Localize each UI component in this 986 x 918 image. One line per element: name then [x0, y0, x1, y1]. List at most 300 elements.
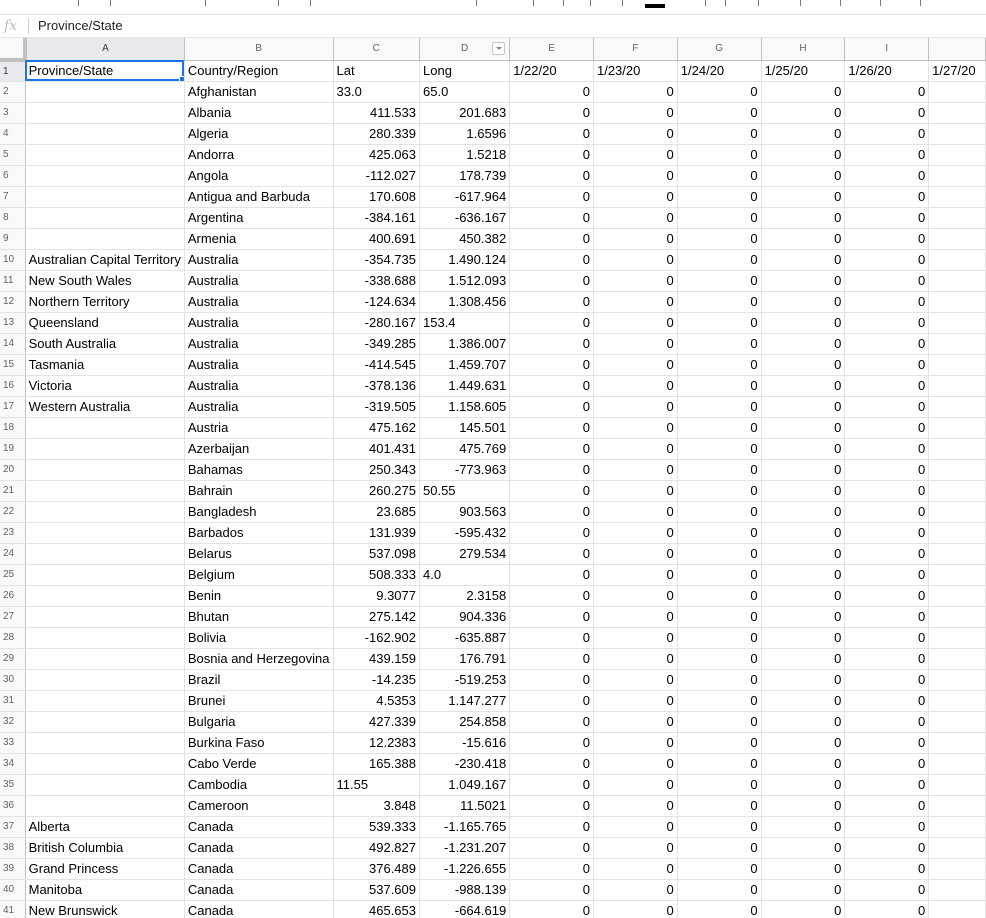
toolbar-button-edge[interactable]	[563, 0, 564, 6]
date-value-cell[interactable]	[929, 312, 986, 333]
date-value-cell[interactable]: 0	[677, 585, 761, 606]
row-header[interactable]: 9	[0, 228, 25, 249]
country-cell[interactable]: Canada	[184, 879, 333, 900]
date-value-cell[interactable]	[929, 585, 986, 606]
column-header-next[interactable]	[929, 38, 986, 60]
row-header[interactable]: 37	[0, 816, 25, 837]
date-value-cell[interactable]: 0	[510, 669, 594, 690]
date-value-cell[interactable]: 0	[761, 816, 845, 837]
country-cell[interactable]: Bahrain	[184, 480, 333, 501]
date-value-cell[interactable]: 0	[510, 711, 594, 732]
date-value-cell[interactable]: 0	[677, 480, 761, 501]
lat-cell[interactable]: 33.0	[333, 81, 420, 102]
date-value-cell[interactable]: 0	[761, 480, 845, 501]
province-cell[interactable]	[25, 123, 184, 144]
province-cell[interactable]	[25, 144, 184, 165]
date-value-cell[interactable]: 0	[510, 501, 594, 522]
province-cell[interactable]: Western Australia	[25, 396, 184, 417]
date-value-cell[interactable]: 0	[677, 753, 761, 774]
date-value-cell[interactable]: 0	[510, 816, 594, 837]
long-cell[interactable]: 50.55	[420, 480, 510, 501]
date-value-cell[interactable]: 0	[593, 900, 677, 918]
row-header[interactable]: 36	[0, 795, 25, 816]
date-value-cell[interactable]: 0	[510, 795, 594, 816]
row-header[interactable]: 40	[0, 879, 25, 900]
date-value-cell[interactable]: 0	[510, 837, 594, 858]
date-value-cell[interactable]: 0	[510, 522, 594, 543]
date-value-cell[interactable]: 0	[593, 543, 677, 564]
country-cell[interactable]: Brazil	[184, 669, 333, 690]
province-cell[interactable]: British Columbia	[25, 837, 184, 858]
header-cell[interactable]: Lat	[333, 60, 420, 81]
date-value-cell[interactable]: 0	[593, 270, 677, 291]
date-value-cell[interactable]: 0	[593, 438, 677, 459]
long-cell[interactable]: -519.253	[420, 669, 510, 690]
active-cell[interactable]: Province/State	[25, 60, 184, 81]
date-value-cell[interactable]: 0	[677, 186, 761, 207]
header-cell[interactable]: 1/24/20	[677, 60, 761, 81]
province-cell[interactable]	[25, 711, 184, 732]
date-value-cell[interactable]: 0	[677, 858, 761, 879]
lat-cell[interactable]: -414.545	[333, 354, 420, 375]
province-cell[interactable]: Queensland	[25, 312, 184, 333]
column-header-h[interactable]: H	[761, 38, 845, 60]
date-value-cell[interactable]: 0	[845, 291, 929, 312]
fill-handle[interactable]	[179, 76, 185, 82]
country-cell[interactable]: Australia	[184, 312, 333, 333]
country-cell[interactable]: Australia	[184, 249, 333, 270]
date-value-cell[interactable]: 0	[593, 795, 677, 816]
lat-cell[interactable]: -112.027	[333, 165, 420, 186]
date-value-cell[interactable]	[929, 522, 986, 543]
province-cell[interactable]: New Brunswick	[25, 900, 184, 918]
date-value-cell[interactable]	[929, 711, 986, 732]
lat-cell[interactable]: 539.333	[333, 816, 420, 837]
province-cell[interactable]	[25, 795, 184, 816]
date-value-cell[interactable]: 0	[593, 522, 677, 543]
date-value-cell[interactable]: 0	[593, 144, 677, 165]
province-cell[interactable]: New South Wales	[25, 270, 184, 291]
date-value-cell[interactable]: 0	[845, 669, 929, 690]
date-value-cell[interactable]: 0	[761, 669, 845, 690]
date-value-cell[interactable]: 0	[510, 690, 594, 711]
text-color-swatch[interactable]	[645, 4, 665, 8]
lat-cell[interactable]: 275.142	[333, 606, 420, 627]
province-cell[interactable]	[25, 669, 184, 690]
date-value-cell[interactable]: 0	[845, 900, 929, 918]
lat-cell[interactable]: -338.688	[333, 270, 420, 291]
date-value-cell[interactable]: 0	[845, 732, 929, 753]
date-value-cell[interactable]: 0	[761, 102, 845, 123]
lat-cell[interactable]: -14.235	[333, 669, 420, 690]
date-value-cell[interactable]: 0	[510, 459, 594, 480]
date-value-cell[interactable]: 0	[845, 774, 929, 795]
date-value-cell[interactable]: 0	[593, 837, 677, 858]
date-value-cell[interactable]: 0	[510, 354, 594, 375]
date-value-cell[interactable]: 0	[677, 627, 761, 648]
date-value-cell[interactable]	[929, 165, 986, 186]
date-value-cell[interactable]: 0	[593, 228, 677, 249]
date-value-cell[interactable]: 0	[761, 690, 845, 711]
date-value-cell[interactable]: 0	[761, 207, 845, 228]
row-header[interactable]: 18	[0, 417, 25, 438]
date-value-cell[interactable]: 0	[677, 774, 761, 795]
date-value-cell[interactable]	[929, 480, 986, 501]
province-cell[interactable]	[25, 732, 184, 753]
lat-cell[interactable]: 425.063	[333, 144, 420, 165]
country-cell[interactable]: Armenia	[184, 228, 333, 249]
country-cell[interactable]: Australia	[184, 354, 333, 375]
date-value-cell[interactable]: 0	[510, 732, 594, 753]
row-header[interactable]: 1	[0, 60, 25, 81]
lat-cell[interactable]: -162.902	[333, 627, 420, 648]
long-cell[interactable]: 1.049.167	[420, 774, 510, 795]
column-header-d[interactable]: D	[420, 38, 510, 60]
row-header[interactable]: 28	[0, 627, 25, 648]
lat-cell[interactable]: -280.167	[333, 312, 420, 333]
date-value-cell[interactable]: 0	[677, 102, 761, 123]
date-value-cell[interactable]: 0	[677, 396, 761, 417]
country-cell[interactable]: Argentina	[184, 207, 333, 228]
country-cell[interactable]: Canada	[184, 837, 333, 858]
date-value-cell[interactable]	[929, 291, 986, 312]
date-value-cell[interactable]: 0	[593, 165, 677, 186]
date-value-cell[interactable]: 0	[845, 333, 929, 354]
toolbar-button-edge[interactable]	[205, 0, 206, 6]
province-cell[interactable]	[25, 648, 184, 669]
date-value-cell[interactable]: 0	[761, 837, 845, 858]
long-cell[interactable]: 279.534	[420, 543, 510, 564]
country-cell[interactable]: Cambodia	[184, 774, 333, 795]
date-value-cell[interactable]: 0	[845, 585, 929, 606]
country-cell[interactable]: Australia	[184, 291, 333, 312]
date-value-cell[interactable]: 0	[510, 270, 594, 291]
date-value-cell[interactable]: 0	[677, 354, 761, 375]
province-cell[interactable]	[25, 501, 184, 522]
date-value-cell[interactable]: 0	[845, 543, 929, 564]
lat-cell[interactable]: 475.162	[333, 417, 420, 438]
lat-cell[interactable]: 400.691	[333, 228, 420, 249]
lat-cell[interactable]: 250.343	[333, 459, 420, 480]
date-value-cell[interactable]	[929, 606, 986, 627]
long-cell[interactable]: 153.4	[420, 312, 510, 333]
date-value-cell[interactable]: 0	[510, 627, 594, 648]
date-value-cell[interactable]	[929, 207, 986, 228]
date-value-cell[interactable]: 0	[510, 228, 594, 249]
date-value-cell[interactable]: 0	[677, 270, 761, 291]
date-value-cell[interactable]: 0	[510, 438, 594, 459]
province-cell[interactable]: Alberta	[25, 816, 184, 837]
province-cell[interactable]	[25, 522, 184, 543]
date-value-cell[interactable]: 0	[677, 291, 761, 312]
province-cell[interactable]	[25, 564, 184, 585]
date-value-cell[interactable]: 0	[677, 375, 761, 396]
date-value-cell[interactable]: 0	[593, 459, 677, 480]
lat-cell[interactable]: 4.5353	[333, 690, 420, 711]
date-value-cell[interactable]: 0	[845, 795, 929, 816]
lat-cell[interactable]: 165.388	[333, 753, 420, 774]
date-value-cell[interactable]: 0	[510, 249, 594, 270]
date-value-cell[interactable]	[929, 81, 986, 102]
long-cell[interactable]: 1.449.631	[420, 375, 510, 396]
toolbar-button-edge[interactable]	[705, 0, 706, 6]
lat-cell[interactable]: 23.685	[333, 501, 420, 522]
row-header[interactable]: 10	[0, 249, 25, 270]
toolbar-button-edge[interactable]	[622, 0, 623, 6]
date-value-cell[interactable]: 0	[510, 81, 594, 102]
date-value-cell[interactable]: 0	[761, 543, 845, 564]
date-value-cell[interactable]: 0	[761, 333, 845, 354]
column-header-b[interactable]: B	[184, 38, 333, 60]
row-header[interactable]: 31	[0, 690, 25, 711]
long-cell[interactable]: -1.231.207	[420, 837, 510, 858]
date-value-cell[interactable]: 0	[761, 795, 845, 816]
country-cell[interactable]: Australia	[184, 270, 333, 291]
lat-cell[interactable]: 3.848	[333, 795, 420, 816]
lat-cell[interactable]: 170.608	[333, 186, 420, 207]
date-value-cell[interactable]: 0	[593, 585, 677, 606]
date-value-cell[interactable]	[929, 375, 986, 396]
row-header[interactable]: 24	[0, 543, 25, 564]
country-cell[interactable]: Bahamas	[184, 459, 333, 480]
toolbar-button-edge[interactable]	[110, 0, 111, 6]
column-header-i[interactable]: I	[845, 38, 929, 60]
date-value-cell[interactable]: 0	[510, 375, 594, 396]
date-value-cell[interactable]: 0	[845, 249, 929, 270]
date-value-cell[interactable]: 0	[677, 207, 761, 228]
date-value-cell[interactable]	[929, 459, 986, 480]
long-cell[interactable]: 176.791	[420, 648, 510, 669]
long-cell[interactable]: 254.858	[420, 711, 510, 732]
toolbar-button-edge[interactable]	[920, 0, 921, 6]
toolbar-button-edge[interactable]	[476, 0, 477, 6]
long-cell[interactable]: -664.619	[420, 900, 510, 918]
date-value-cell[interactable]: 0	[510, 900, 594, 918]
lat-cell[interactable]: -378.136	[333, 375, 420, 396]
date-value-cell[interactable]: 0	[593, 81, 677, 102]
date-value-cell[interactable]: 0	[761, 354, 845, 375]
country-cell[interactable]: Albania	[184, 102, 333, 123]
column-header-e[interactable]: E	[510, 38, 594, 60]
date-value-cell[interactable]	[929, 795, 986, 816]
country-cell[interactable]: Australia	[184, 375, 333, 396]
header-cell[interactable]: 1/22/20	[510, 60, 594, 81]
country-cell[interactable]: Bhutan	[184, 606, 333, 627]
country-cell[interactable]: Azerbaijan	[184, 438, 333, 459]
date-value-cell[interactable]	[929, 228, 986, 249]
date-value-cell[interactable]	[929, 396, 986, 417]
long-cell[interactable]: 65.0	[420, 81, 510, 102]
lat-cell[interactable]: 411.533	[333, 102, 420, 123]
date-value-cell[interactable]: 0	[761, 228, 845, 249]
long-cell[interactable]: -15.616	[420, 732, 510, 753]
date-value-cell[interactable]: 0	[593, 291, 677, 312]
date-value-cell[interactable]: 0	[593, 711, 677, 732]
date-value-cell[interactable]: 0	[845, 459, 929, 480]
date-value-cell[interactable]: 0	[593, 858, 677, 879]
date-value-cell[interactable]: 0	[677, 690, 761, 711]
date-value-cell[interactable]: 0	[510, 564, 594, 585]
long-cell[interactable]: 1.490.124	[420, 249, 510, 270]
date-value-cell[interactable]: 0	[510, 396, 594, 417]
country-cell[interactable]: Belarus	[184, 543, 333, 564]
date-value-cell[interactable]: 0	[845, 753, 929, 774]
date-value-cell[interactable]: 0	[677, 795, 761, 816]
row-header[interactable]: 22	[0, 501, 25, 522]
row-header[interactable]: 5	[0, 144, 25, 165]
date-value-cell[interactable]: 0	[677, 459, 761, 480]
long-cell[interactable]: 145.501	[420, 417, 510, 438]
date-value-cell[interactable]: 0	[761, 711, 845, 732]
date-value-cell[interactable]: 0	[761, 249, 845, 270]
date-value-cell[interactable]: 0	[677, 438, 761, 459]
date-value-cell[interactable]: 0	[761, 627, 845, 648]
lat-cell[interactable]: 537.098	[333, 543, 420, 564]
row-header[interactable]: 2	[0, 81, 25, 102]
date-value-cell[interactable]: 0	[677, 249, 761, 270]
province-cell[interactable]	[25, 585, 184, 606]
province-cell[interactable]: Australian Capital Territory	[25, 249, 184, 270]
date-value-cell[interactable]: 0	[845, 228, 929, 249]
header-cell[interactable]: 1/23/20	[593, 60, 677, 81]
date-value-cell[interactable]: 0	[510, 606, 594, 627]
header-cell[interactable]: 1/26/20	[845, 60, 929, 81]
date-value-cell[interactable]: 0	[510, 144, 594, 165]
row-header[interactable]: 14	[0, 333, 25, 354]
province-cell[interactable]: Northern Territory	[25, 291, 184, 312]
date-value-cell[interactable]: 0	[761, 459, 845, 480]
province-cell[interactable]: Grand Princess	[25, 858, 184, 879]
lat-cell[interactable]: 439.159	[333, 648, 420, 669]
lat-cell[interactable]: 537.609	[333, 879, 420, 900]
date-value-cell[interactable]: 0	[677, 522, 761, 543]
column-header-c[interactable]: C	[333, 38, 420, 60]
date-value-cell[interactable]: 0	[593, 753, 677, 774]
date-value-cell[interactable]: 0	[761, 186, 845, 207]
date-value-cell[interactable]: 0	[761, 270, 845, 291]
province-cell[interactable]	[25, 186, 184, 207]
province-cell[interactable]: Manitoba	[25, 879, 184, 900]
province-cell[interactable]	[25, 480, 184, 501]
toolbar-button-edge[interactable]	[78, 0, 79, 6]
date-value-cell[interactable]: 0	[593, 690, 677, 711]
toolbar-button-edge[interactable]	[533, 0, 534, 6]
date-value-cell[interactable]: 0	[677, 333, 761, 354]
date-value-cell[interactable]: 0	[677, 816, 761, 837]
date-value-cell[interactable]: 0	[510, 417, 594, 438]
row-header[interactable]: 25	[0, 564, 25, 585]
country-cell[interactable]: Cabo Verde	[184, 753, 333, 774]
date-value-cell[interactable]: 0	[677, 417, 761, 438]
lat-cell[interactable]: 508.333	[333, 564, 420, 585]
date-value-cell[interactable]: 0	[845, 417, 929, 438]
row-header[interactable]: 4	[0, 123, 25, 144]
date-value-cell[interactable]: 0	[510, 165, 594, 186]
row-header[interactable]: 34	[0, 753, 25, 774]
country-cell[interactable]: Canada	[184, 900, 333, 918]
date-value-cell[interactable]: 0	[761, 396, 845, 417]
date-value-cell[interactable]: 0	[845, 270, 929, 291]
row-header[interactable]: 16	[0, 375, 25, 396]
toolbar-button-edge[interactable]	[310, 0, 311, 6]
date-value-cell[interactable]: 0	[593, 207, 677, 228]
long-cell[interactable]: -1.165.765	[420, 816, 510, 837]
country-cell[interactable]: Afghanistan	[184, 81, 333, 102]
date-value-cell[interactable]: 0	[677, 732, 761, 753]
date-value-cell[interactable]: 0	[845, 123, 929, 144]
date-value-cell[interactable]: 0	[510, 585, 594, 606]
long-cell[interactable]: 1.158.605	[420, 396, 510, 417]
date-value-cell[interactable]: 0	[845, 144, 929, 165]
lat-cell[interactable]: 9.3077	[333, 585, 420, 606]
date-value-cell[interactable]: 0	[761, 900, 845, 918]
date-value-cell[interactable]: 0	[845, 858, 929, 879]
date-value-cell[interactable]: 0	[845, 648, 929, 669]
date-value-cell[interactable]: 0	[510, 207, 594, 228]
date-value-cell[interactable]: 0	[510, 312, 594, 333]
row-header[interactable]: 21	[0, 480, 25, 501]
country-cell[interactable]: Australia	[184, 333, 333, 354]
country-cell[interactable]: Canada	[184, 816, 333, 837]
province-cell[interactable]	[25, 543, 184, 564]
country-cell[interactable]: Angola	[184, 165, 333, 186]
header-cell[interactable]: 1/27/20	[929, 60, 986, 81]
date-value-cell[interactable]: 0	[677, 144, 761, 165]
province-cell[interactable]	[25, 207, 184, 228]
row-header[interactable]: 38	[0, 837, 25, 858]
date-value-cell[interactable]	[929, 669, 986, 690]
lat-cell[interactable]: 401.431	[333, 438, 420, 459]
date-value-cell[interactable]	[929, 270, 986, 291]
country-cell[interactable]: Burkina Faso	[184, 732, 333, 753]
row-header[interactable]: 30	[0, 669, 25, 690]
date-value-cell[interactable]: 0	[677, 900, 761, 918]
date-value-cell[interactable]: 0	[510, 648, 594, 669]
date-value-cell[interactable]: 0	[845, 501, 929, 522]
date-value-cell[interactable]: 0	[845, 627, 929, 648]
date-value-cell[interactable]: 0	[845, 480, 929, 501]
row-header[interactable]: 6	[0, 165, 25, 186]
date-value-cell[interactable]: 0	[761, 753, 845, 774]
date-value-cell[interactable]: 0	[593, 417, 677, 438]
row-header[interactable]: 41	[0, 900, 25, 918]
date-value-cell[interactable]	[929, 417, 986, 438]
header-cell[interactable]: Long	[420, 60, 510, 81]
date-value-cell[interactable]: 0	[845, 165, 929, 186]
date-value-cell[interactable]: 0	[677, 543, 761, 564]
date-value-cell[interactable]: 0	[593, 354, 677, 375]
province-cell[interactable]: South Australia	[25, 333, 184, 354]
row-header[interactable]: 7	[0, 186, 25, 207]
date-value-cell[interactable]: 0	[593, 333, 677, 354]
column-header-f[interactable]: F	[593, 38, 677, 60]
long-cell[interactable]: -1.226.655	[420, 858, 510, 879]
date-value-cell[interactable]	[929, 753, 986, 774]
date-value-cell[interactable]: 0	[845, 879, 929, 900]
date-value-cell[interactable]	[929, 543, 986, 564]
date-value-cell[interactable]: 0	[761, 291, 845, 312]
date-value-cell[interactable]: 0	[845, 690, 929, 711]
long-cell[interactable]: 178.739	[420, 165, 510, 186]
date-value-cell[interactable]: 0	[845, 102, 929, 123]
row-header[interactable]: 32	[0, 711, 25, 732]
date-value-cell[interactable]: 0	[677, 669, 761, 690]
date-value-cell[interactable]: 0	[845, 522, 929, 543]
date-value-cell[interactable]: 0	[845, 606, 929, 627]
long-cell[interactable]: 201.683	[420, 102, 510, 123]
long-cell[interactable]: 2.3158	[420, 585, 510, 606]
province-cell[interactable]	[25, 690, 184, 711]
